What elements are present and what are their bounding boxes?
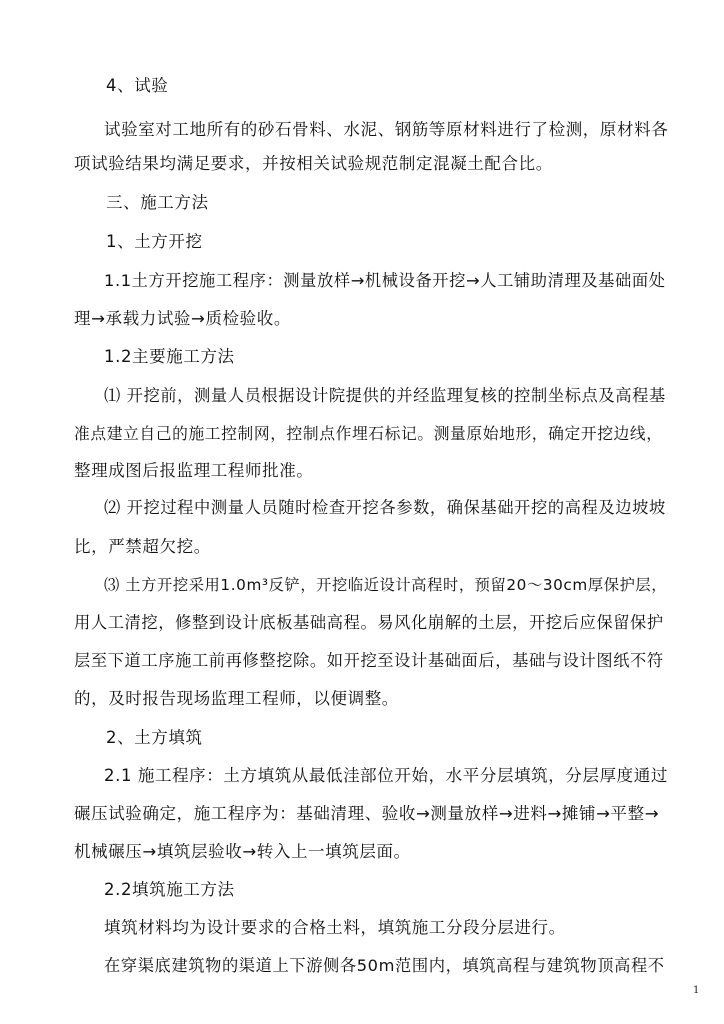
paragraph-line: 填筑材料均为设计要求的合格土料，填筑施工分段分层进行。 bbox=[104, 918, 566, 937]
paragraph-line: 理→承载力试验→质检验收。 bbox=[74, 309, 291, 328]
paragraph-line: 在穿渠底建筑物的渠道上下游侧各50m范围内，填筑高程与建筑物顶高程不 bbox=[104, 956, 665, 975]
paragraph-line: 用人工清挖，修整到设计底板基础高程。易风化崩解的土层，开挖后应保留保护 bbox=[74, 613, 664, 632]
heading-filling-construction-method: 2.2填筑施工方法 bbox=[104, 880, 235, 899]
section-heading-construction-methods: 三、施工方法 bbox=[106, 193, 209, 212]
paragraph-line: 层至下道工序施工前再修整挖除。如开挖至设计基础面后，基础与设计图纸不符 bbox=[74, 651, 664, 670]
paragraph-line: 机械碾压→填筑层验收→转入上一填筑层面。 bbox=[74, 842, 411, 861]
paragraph-line: ⑵ 开挖过程中测量人员随时检查开挖各参数，确保基础开挖的高程及边坡坡 bbox=[104, 498, 666, 517]
paragraph-line: 整理成图后报监理工程师批准。 bbox=[74, 461, 314, 480]
paragraph-line: 1.1土方开挖施工程序：测量放样→机械设备开挖→人工铺助清理及基础面处 bbox=[104, 271, 666, 290]
paragraph-line: 的，及时报告现场监理工程师，以便调整。 bbox=[74, 689, 399, 708]
paragraph-line: 准点建立自己的施工控制网，控制点作埋石标记。测量原始地形，确定开挖边线， bbox=[74, 424, 663, 443]
page-number: 1 bbox=[693, 985, 700, 996]
paragraph-line: ⑴ 开挖前，测量人员根据设计院提供的并经监理复核的控制坐标点及高程基 bbox=[104, 386, 666, 405]
paragraph-line: 2.1 施工程序：土方填筑从最低洼部位开始，水平分层填筑，分层厚度通过 bbox=[104, 766, 668, 785]
paragraph-line: 碾压试验确定，施工程序为：基础清理、验收→测量放样→进料→摊铺→平整→ bbox=[74, 804, 660, 823]
paragraph-line: 项试验结果均满足要求，并按相关试验规范制定混凝土配合比。 bbox=[74, 154, 553, 173]
paragraph-line: 试验室对工地所有的砂石骨料、水泥、钢筋等原材料进行了检测，原材料各 bbox=[104, 120, 669, 139]
heading-earthwork-excavation: 1、土方开挖 bbox=[106, 232, 203, 251]
paragraph-line: 比，严禁超欠挖。 bbox=[74, 537, 211, 556]
paragraph-line: ⑶ 土方开挖采用1.0m³反铲，开挖临近设计高程时，预留20～30cm厚保护层， bbox=[104, 576, 668, 594]
heading-earthwork-filling: 2、土方填筑 bbox=[106, 728, 203, 747]
heading-main-construction-methods: 1.2主要施工方法 bbox=[104, 347, 235, 366]
heading-4-test: 4、试验 bbox=[106, 76, 169, 95]
